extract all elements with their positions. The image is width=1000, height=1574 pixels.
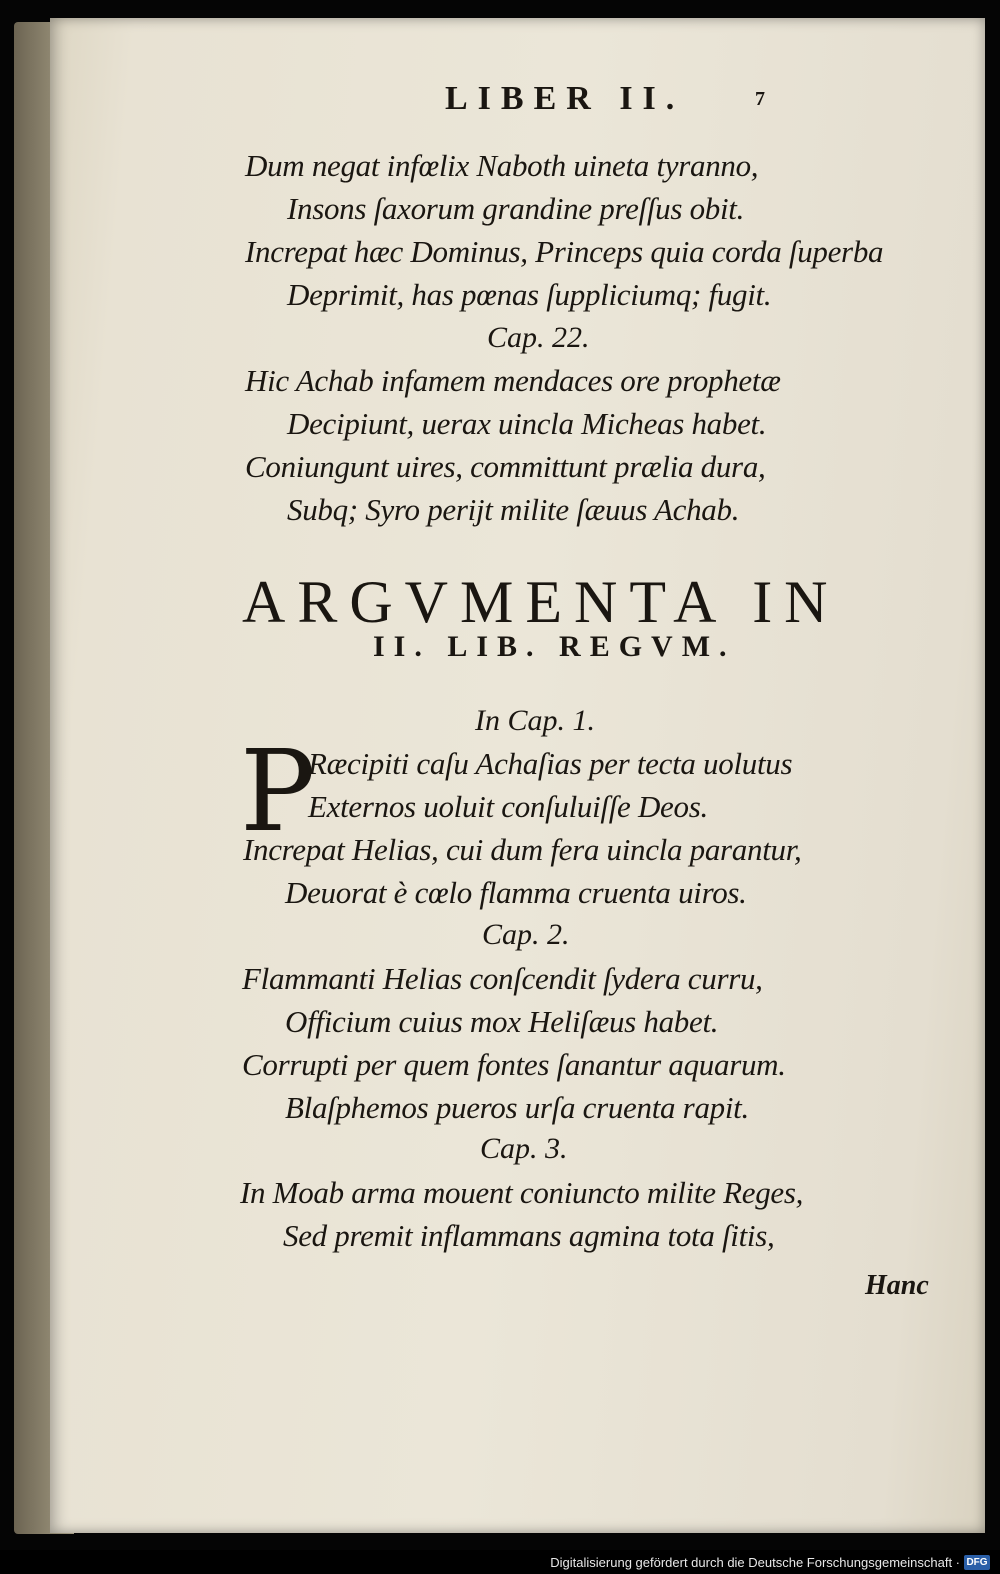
verse-line: Flammanti Helias conſcendit ſydera curru,: [242, 961, 763, 996]
verse-line: Insons ſaxorum grandine preſſus obit.: [287, 191, 745, 226]
chapter-heading: Cap. 22.: [487, 321, 590, 354]
verse-line: Sed premit inflammans agmina tota ſitis,: [283, 1218, 775, 1253]
verse-line: Externos uoluit conſuluiſſe Deos.: [308, 789, 708, 824]
chapter-heading: In Cap. 1.: [475, 704, 595, 737]
chapter-heading: Cap. 2.: [482, 918, 570, 951]
drop-capital: P: [240, 727, 316, 857]
verse-line: Increpat Helias, cui dum fera uincla parantur,: [243, 832, 802, 867]
verse-line: Corrupti per quem fontes ſanantur aquarum.: [242, 1047, 786, 1082]
verse-line: Deprimit, has pœnas ſuppliciumq; fugit.: [287, 277, 772, 312]
verse-line: Officium cuius mox Heliſæus habet.: [285, 1004, 719, 1039]
verse-line: In Moab arma mouent coniuncto milite Reges,: [240, 1175, 804, 1210]
verse-line: Hic Achab infamem mendaces ore prophetæ: [245, 363, 781, 398]
page-text: [50, 18, 985, 1533]
chapter-heading: Cap. 3.: [480, 1132, 568, 1165]
verse-line: Blaſphemos pueros urſa cruenta rapit.: [285, 1090, 749, 1125]
book-page: [50, 18, 985, 1533]
footer-bar: [0, 1550, 1000, 1574]
section-subtitle: II. LIB. REGVM.: [373, 630, 736, 663]
verse-line: Coniungunt uires, committunt prælia dura,: [245, 449, 766, 484]
section-title: ARGVMENTA IN: [242, 569, 840, 635]
verse-line: Increpat hæc Dominus, Princeps quia corda ſuperba: [245, 234, 884, 269]
catchword: Hanc: [865, 1270, 929, 1301]
verse-line: Decipiunt, uerax uincla Micheas habet.: [287, 406, 767, 441]
page-mark: 7: [755, 88, 765, 110]
funding-credit: Digitalisierung gefördert durch die Deutsche Forschungsgemeinschaft ·: [550, 1555, 960, 1570]
verse-line: Deuorat è cœlo flamma cruenta uiros.: [285, 875, 747, 910]
verse-line: Ræcipiti caſu Achaſias per tecta uolutus: [308, 746, 793, 781]
dfg-logo: DFG: [964, 1555, 990, 1570]
verse-line: Subq; Syro perijt milite ſæuus Achab.: [287, 492, 740, 527]
verse-line: Dum negat infœlix Naboth uineta tyranno,: [245, 148, 759, 183]
running-header: LIBER II.: [445, 80, 685, 117]
